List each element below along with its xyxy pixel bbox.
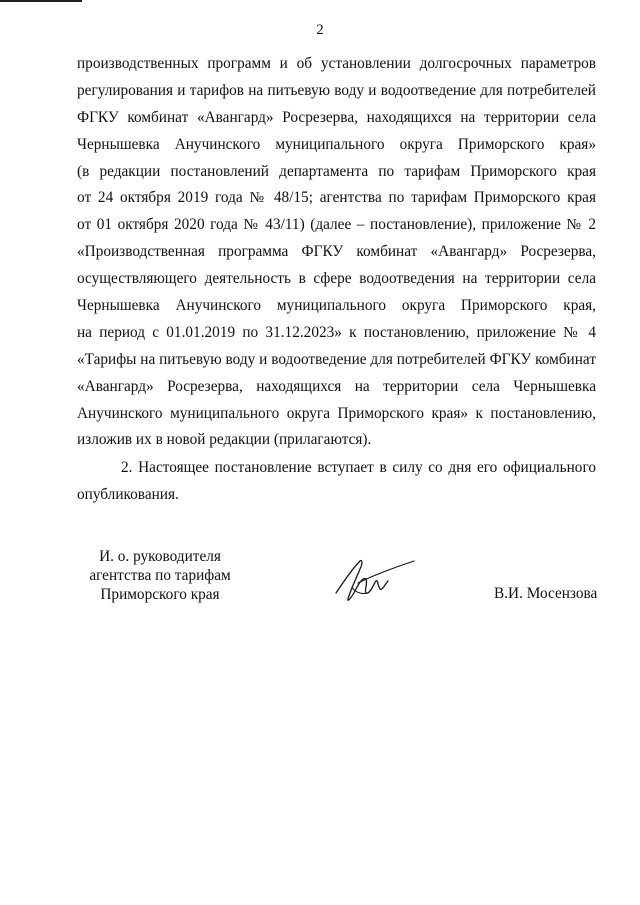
text-line: 2. Настоящее постановление вступает в силу со дня его официального	[121, 459, 596, 477]
signatory-position	[60, 547, 260, 604]
paragraph-1	[77, 51, 596, 454]
text-line: на период с 01.01.2019 по 31.12.2023» к постановлению, приложение № 4	[77, 323, 596, 341]
text-line: опубликования.	[77, 486, 179, 504]
handwritten-signature	[330, 553, 420, 608]
text-line: «Тарифы на питьевую воду и водоотведение для потребителей ФГКУ комбинат	[77, 350, 596, 368]
text-line: изложив их в новой редакции (прилагаются).	[77, 431, 372, 449]
text-line: «Авангард» Росрезерва, находящихся на территории села Чернышевка	[77, 377, 596, 395]
paragraph-2	[77, 455, 596, 509]
text-line: Анучинского муниципального округа Приморского края» к постановлению,	[77, 404, 596, 422]
text-line: ФГКУ комбинат «Авангард» Росрезерва, находящихся на территории села	[77, 108, 596, 126]
position-line: И. о. руководителя	[99, 548, 221, 565]
text-line: (в редакции постановлений департамента по тарифам Приморского края	[77, 162, 596, 180]
header-rule	[0, 0, 82, 2]
page-number: 2	[316, 22, 324, 38]
signer-name: В.И. Мосензова	[494, 585, 598, 602]
text-line: от 01 октября 2020 года № 43/11) (далее – постановление), приложение № 2	[77, 216, 596, 234]
text-line: Чернышевка Анучинского муниципального округа Приморского края»	[77, 135, 596, 153]
position-line: Приморского края	[100, 586, 220, 603]
text-line: от 24 октября 2019 года № 48/15; агентства по тарифам Приморского края	[77, 189, 596, 207]
text-line: Чернышевка Анучинского муниципального округа Приморского края,	[77, 297, 596, 315]
position-line: агентства по тарифам	[89, 567, 231, 584]
text-line: «Производственная программа ФГКУ комбинат «Авангард» Росрезерва,	[77, 243, 596, 261]
text-line: осуществляющего деятельность в сфере водоотведения на территории села	[77, 270, 596, 288]
text-line: производственных программ и об установлении долгосрочных параметров	[77, 55, 596, 72]
text-line: регулирования и тарифов на питьевую воду и водоотведение для потребителей	[77, 81, 596, 99]
document-body	[77, 51, 596, 509]
